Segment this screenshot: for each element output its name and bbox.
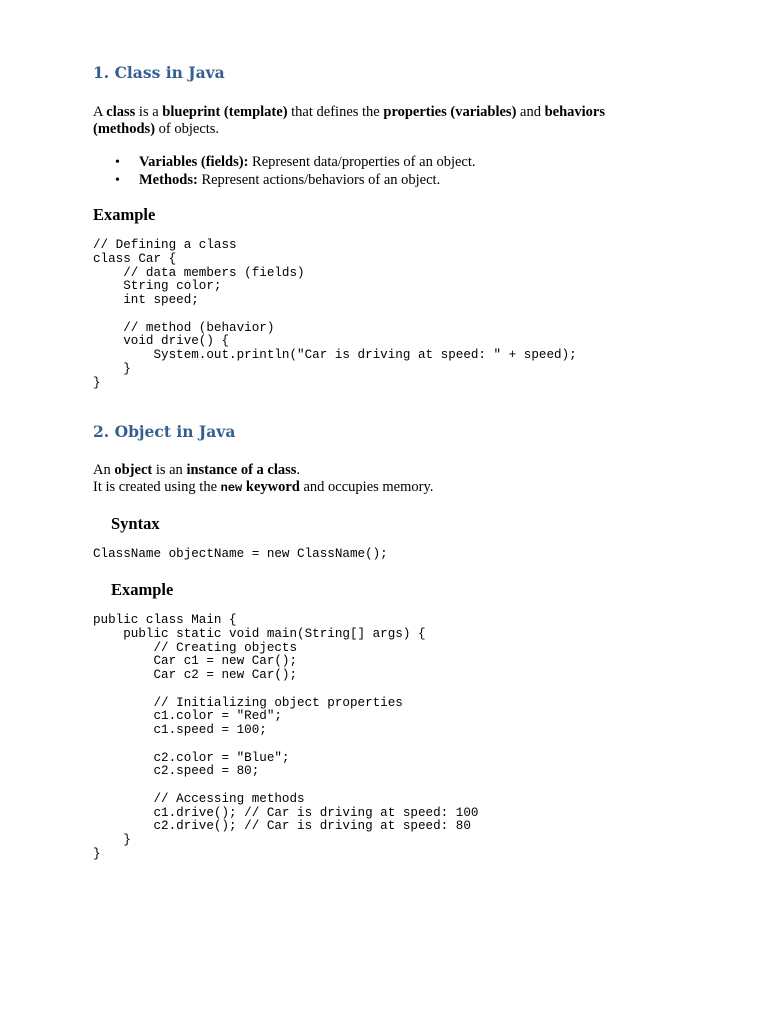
main-class-code-block: public class Main { public static void main(String[] args) { // Creating objects Car c1 = new Car(); Car c2 = new Car(); // Initializing object properties c1.color = "Red"; c1.speed = 100; c2.color = "Blue"; c2.speed = 80; // Accessing methods c1.drive(); // Car is driving at speed: 100 c2.drive(); // Car is driving at speed: 80 } } [93, 613, 479, 861]
section-1-heading: 1. Class in Java [93, 63, 225, 82]
bullet-dot-icon: • [115, 155, 120, 170]
class-car-code-block: // Defining a class class Car { // data members (fields) String color; int speed; // method (behavior) void drive() { System.out.println("Car is driving at speed: " + speed); } } [93, 238, 577, 390]
bullet-dot-icon: • [115, 172, 120, 188]
section-1-bullet-list [93, 154, 476, 189]
list-item-variables: • Variables (fields): Represent data/properties of an object. [115, 154, 476, 170]
list-item-methods: • Methods: Represent actions/behaviors of an object. [115, 171, 441, 188]
syntax-heading: Syntax [111, 514, 160, 533]
section-1-intro: A class is a blueprint (template) that defines the properties (variables) and behaviors (methods) of objects. [93, 104, 606, 137]
syntax-code-block: ClassName objectName = new ClassName(); [93, 547, 388, 561]
new-keyword-code: new [220, 481, 243, 495]
section-2-heading: 2. Object in Java [93, 422, 236, 441]
section-2-definition: An object is an instance of a class. It is created using the new keyword and occupies memory. [93, 462, 434, 495]
section-2-example-heading: Example [111, 580, 174, 599]
section-1-example-heading: Example [93, 205, 156, 224]
